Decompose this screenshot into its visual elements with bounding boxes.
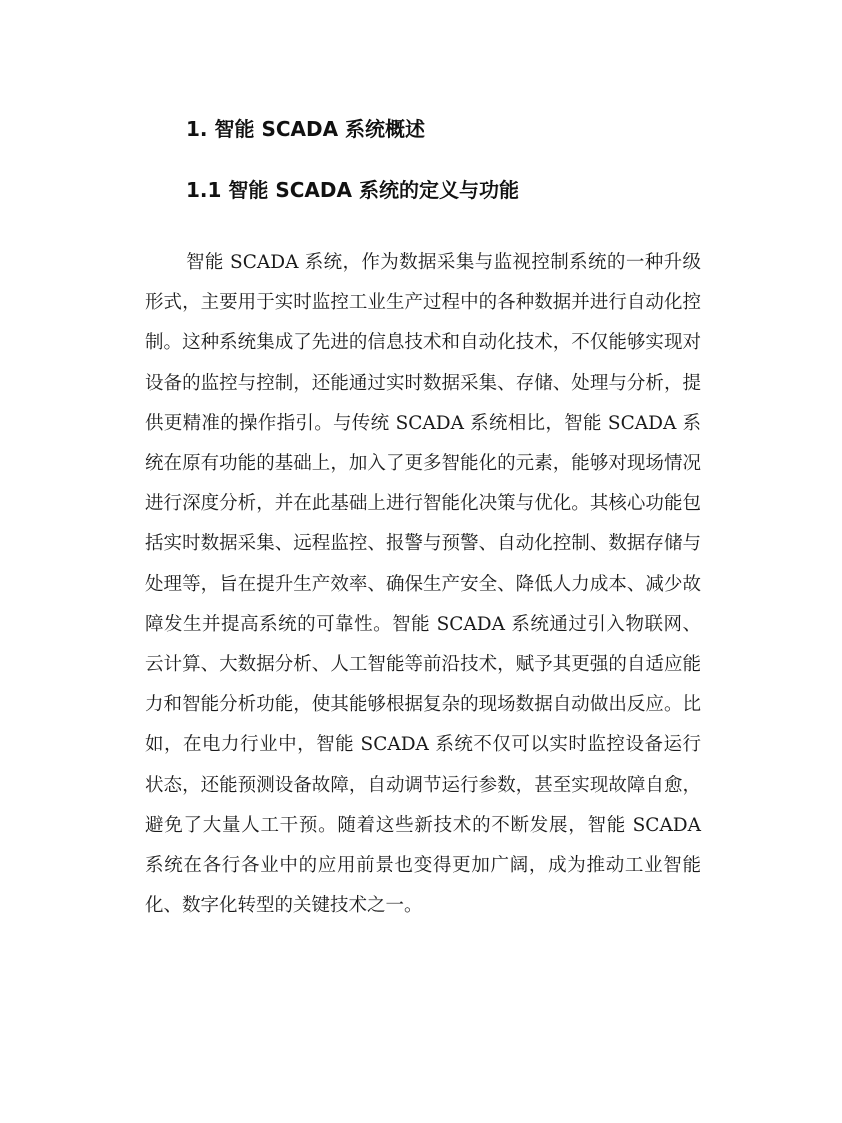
- body-paragraph: 智能 SCADA 系统，作为数据采集与监视控制系统的一种升级形式，主要用于实时监控工业生产过程中的各种数据并进行自动化控制。这种系统集成了先进的信息技术和自动化技术，不仅能够实现对设备的监控与控制，还能通过实时数据采集、存储、处理与分析，提供更精准的操作指引。与传统 SCADA 系统相比，智能 SCADA 系统在原有功能的基础上，加入了更多智能化的元素，能够对现场情况进行深度分析，并在此基础上进行智能化决策与优化。其核心功能包括实时数据采集、远程监控、报警与预警、自动化控制、数据存储与处理等，旨在提升生产效率、确保生产安全、降低人力成本、减少故障发生并提高系统的可靠性。智能 SCADA 系统通过引入物联网、云计算、大数据分析、人工智能等前沿技术，赋予其更强的自适应能力和智能分析功能，使其能够根据复杂的现场数据自动做出反应。比如，在电力行业中，智能 SCADA 系统不仅可以实时监控设备运行状态，还能预测设备故障，自动调节运行参数，甚至实现故障自愈，避免了大量人工干预。随着这些新技术的不断发展，智能 SCADA 系统在各行各业中的应用前景也变得更加广阔，成为推动工业智能化、数字化转型的关键技术之一。: [145, 252, 701, 917]
- subsection-heading-1-1: 1.1 智能 SCADA 系统的定义与功能: [186, 178, 519, 202]
- section-heading-1: 1. 智能 SCADA 系统概述: [186, 117, 426, 141]
